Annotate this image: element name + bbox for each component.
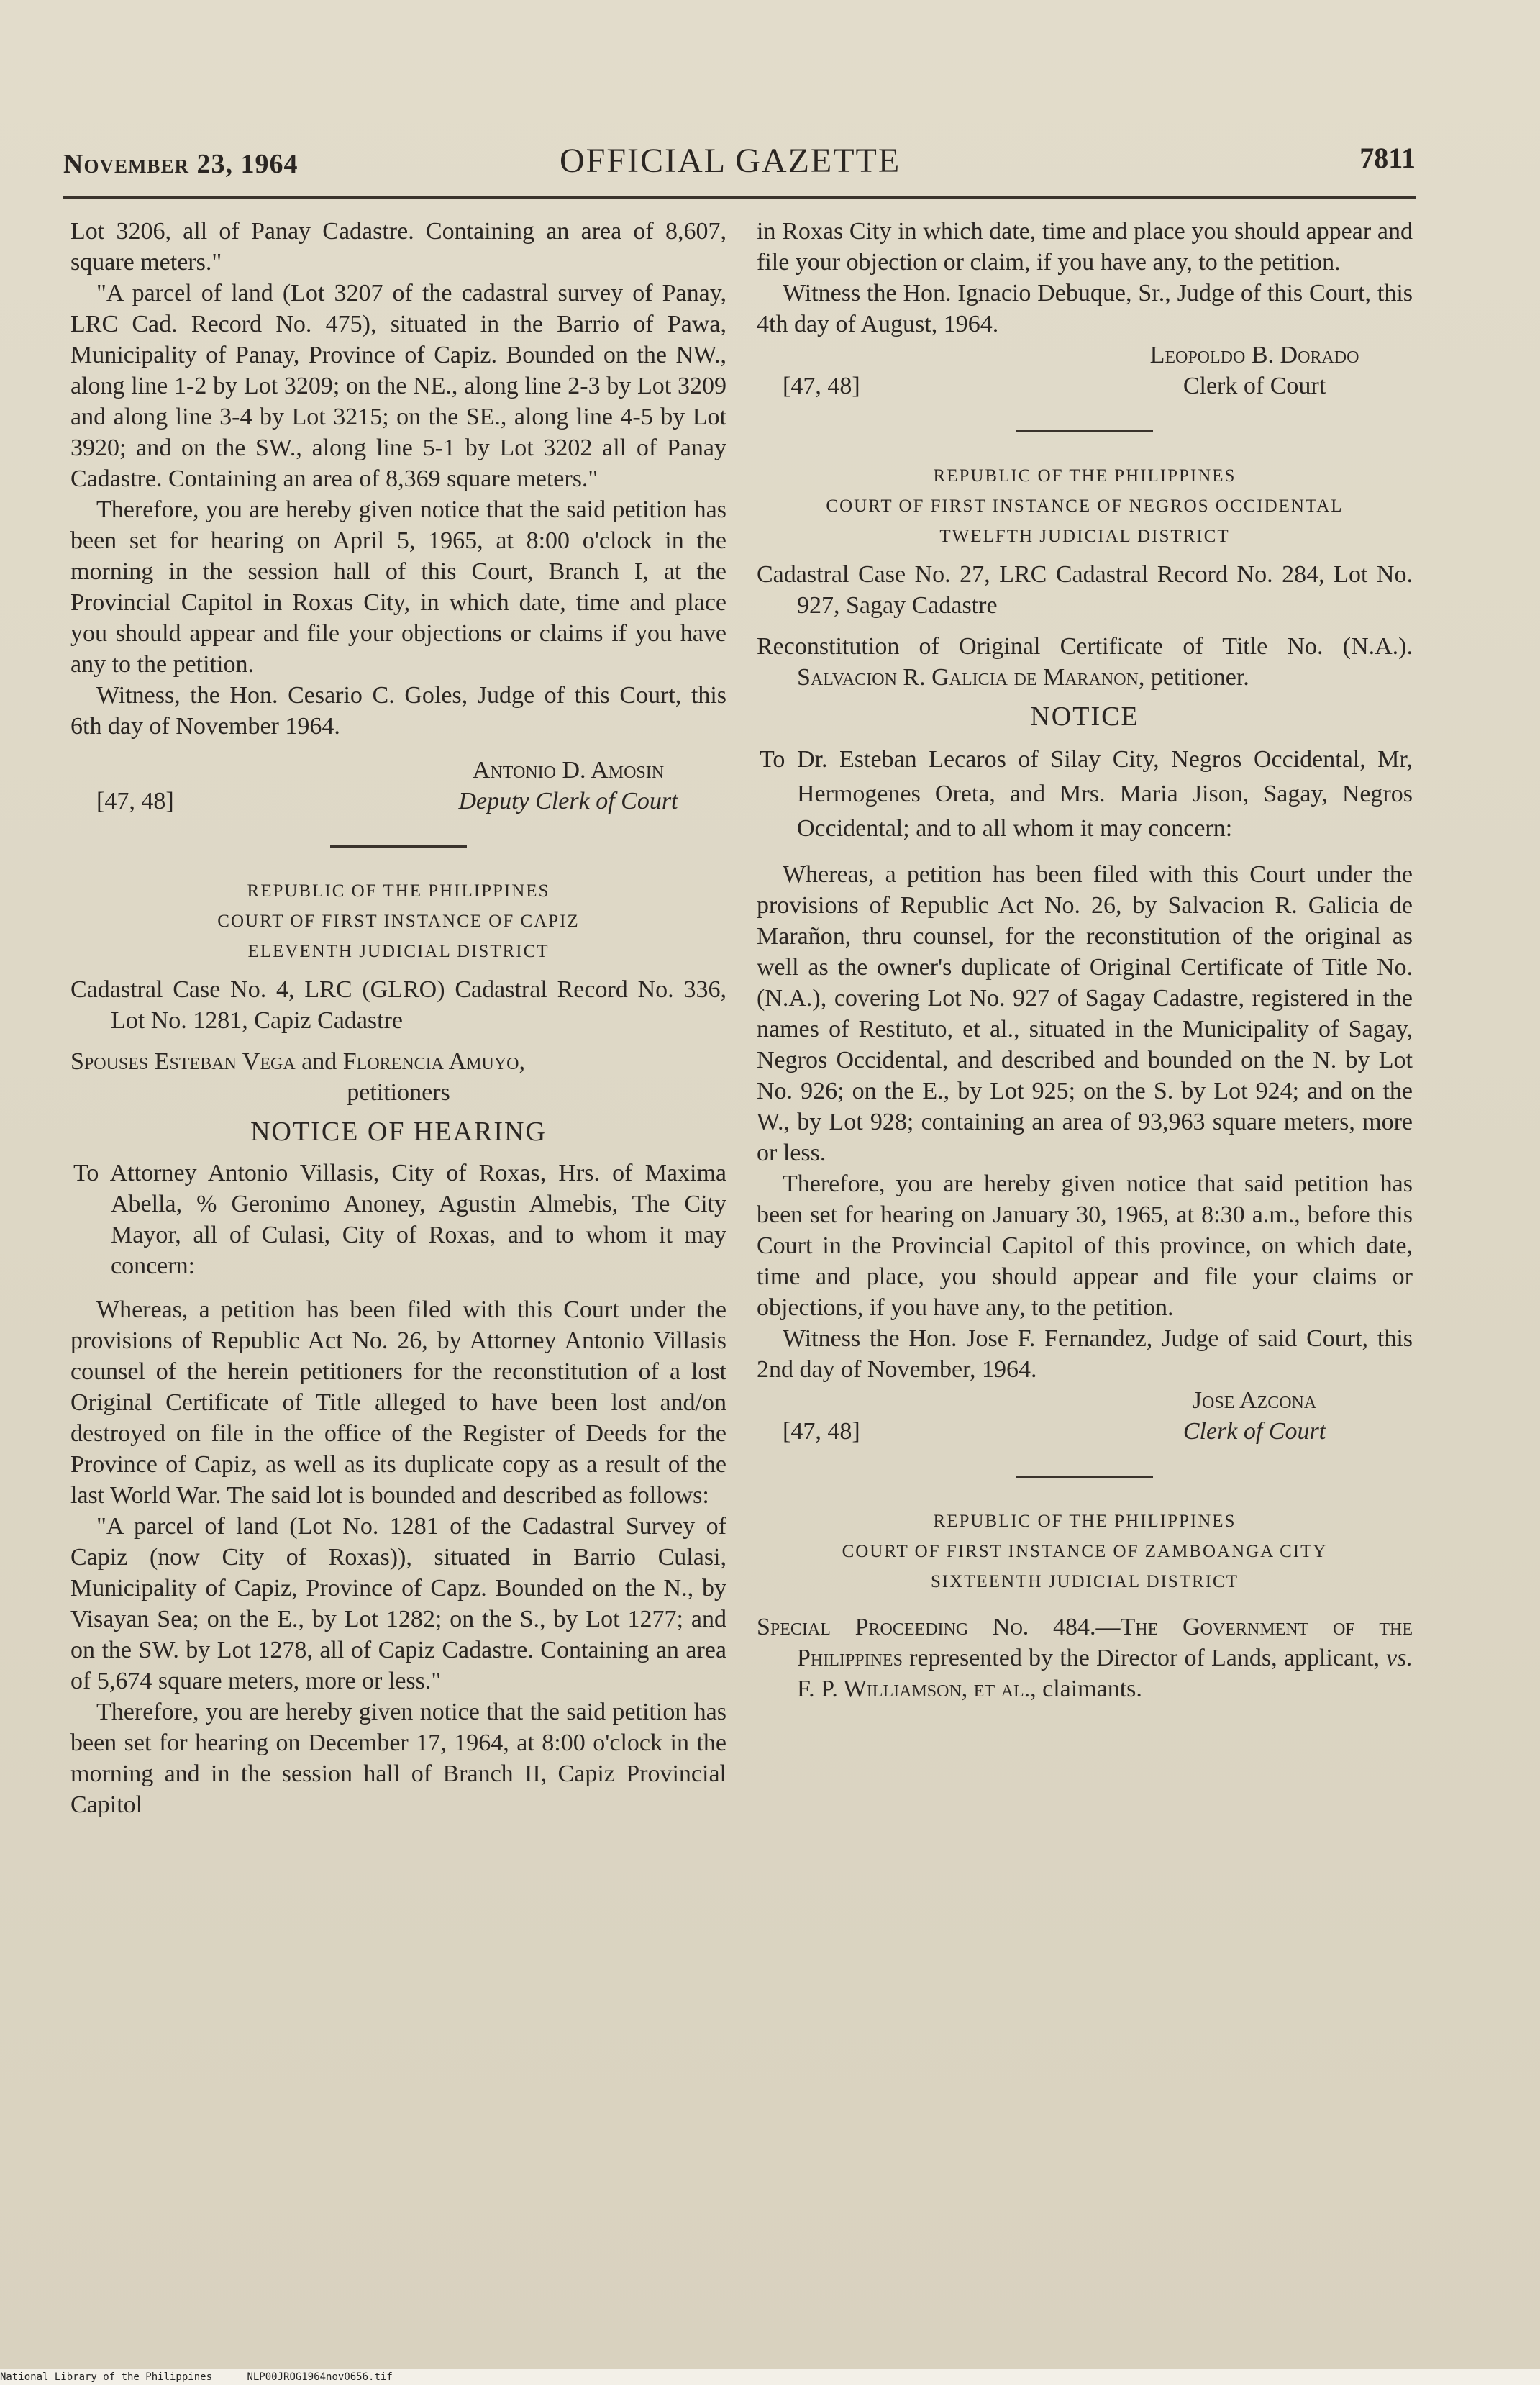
left-paragraph-7: Therefore, you are hereby given notice that the said petition has been set for hearing on December 17, 1964, at 8:00 o'clock in the morning and in the session hall of Branch II, Capiz Provincial Capitol bbox=[70, 1699, 726, 1818]
header-date: November 23, 1964 bbox=[63, 149, 299, 179]
court-name: COURT OF FIRST INSTANCE OF NEGROS OCCIDENTAL bbox=[826, 496, 1344, 516]
petitioner-role: petitioner. bbox=[1150, 664, 1249, 691]
signature-ref: [47, 48] bbox=[783, 373, 860, 399]
signature-ref: [47, 48] bbox=[783, 1418, 860, 1445]
section-divider bbox=[1016, 430, 1153, 432]
right-column bbox=[757, 216, 1413, 1704]
header-title: OFFICIAL GAZETTE bbox=[560, 142, 901, 180]
notice-heading: NOTICE bbox=[1030, 701, 1139, 732]
footer-filename: NLP00JROG1964nov0656.tif bbox=[247, 2371, 393, 2383]
court-heading bbox=[757, 461, 1413, 552]
right-paragraph-4: Therefore, you are hereby given notice that said petition has been set for hearing on January 30, 1965, at 8:30 a.m., before this Court in the Provincial Capitol of this province, on which date, time and place, you should appear and file your claims or objections, if you have any, to the petition. bbox=[757, 1171, 1413, 1321]
case-title: Cadastral Case No. 27, LRC Cadastral Record No. 284, Lot No. 927, Sagay Cadastre bbox=[757, 561, 1413, 619]
signature-ref: [47, 48] bbox=[96, 788, 174, 814]
court-republic: REPUBLIC OF THE PHILIPPINES bbox=[933, 1512, 1236, 1531]
addressee: To Attorney Antonio Villasis, City of Roxas, Hrs. of Maxima Abella, % Geronimo Anoney, Agustin Almebis, The City Mayor, all of Culasi, City of Roxas, and to whom it may concern: bbox=[73, 1160, 726, 1279]
header-rule bbox=[63, 196, 1416, 199]
right-paragraph-5: Witness the Hon. Jose F. Fernandez, Judge of said Court, this 2nd day of November, 1964. bbox=[757, 1325, 1413, 1383]
reconstitution-line bbox=[757, 631, 1413, 693]
case-title: Cadastral Case No. 4, LRC (GLRO) Cadastral Record No. 336, Lot No. 1281, Capiz Cadastre bbox=[70, 976, 726, 1034]
left-column bbox=[70, 216, 726, 1820]
signatory-title: Clerk of Court bbox=[1183, 1418, 1326, 1445]
court-district: ELEVENTH JUDICIAL DISTRICT bbox=[247, 942, 550, 961]
court-name: COURT OF FIRST INSTANCE OF ZAMBOANGA CITY bbox=[842, 1542, 1328, 1561]
section-divider bbox=[330, 845, 467, 848]
signatory-name: Jose Azcona bbox=[1192, 1387, 1317, 1414]
court-republic: REPUBLIC OF THE PHILIPPINES bbox=[247, 881, 550, 901]
signatory-name: Antonio D. Amosin bbox=[472, 757, 665, 783]
signatory-title: Clerk of Court bbox=[1183, 373, 1326, 399]
party-b: Florencia Amuyo, bbox=[342, 1048, 525, 1075]
proceeding-role: claimants. bbox=[1036, 1676, 1142, 1702]
proceeding-vs: vs. bbox=[1386, 1645, 1413, 1671]
section-divider bbox=[1016, 1476, 1153, 1478]
addressee: To Dr. Esteban Lecaros of Silay City, Negros Occidental, Mr, Hermogenes Oreta, and Mrs. Maria Jison, Sagay, Negros Occidental; and to all whom it may concern: bbox=[760, 746, 1413, 842]
page-number: 7811 bbox=[1359, 142, 1416, 174]
right-paragraph-2: Witness the Hon. Ignacio Debuque, Sr., Judge of this Court, this 4th day of August, 1964. bbox=[757, 280, 1413, 337]
proceeding-text: represented by the Director of Lands, applicant, bbox=[902, 1645, 1387, 1671]
right-paragraph-3: Whereas, a petition has been filed with this Court under the provisions of Republic Act No. 26, by Salvacion R. Galicia de Marañon, thru counsel, for the reconstitution of the original as well as the owner's duplicate of Original Certificate of Title No. (N.A.), covering Lot No. 927 of Sagay Cadastre, registered in the names of Restituto, et al., situated in the Municipality of Sagay, Negros Occidental, and described and bounded on the N. by Lot No. 926; on the E., by Lot 925; on the S. by Lot 924; and on the W., by Lot 928; containing an area of 93,963 square meters, more or less. bbox=[757, 861, 1413, 1166]
recon-text: Reconstitution of Original Certificate of Title No. (N.A.). bbox=[757, 633, 1413, 660]
signature-block-2 bbox=[757, 340, 1413, 401]
left-paragraph-6: "A parcel of land (Lot No. 1281 of the Cadastral Survey of Capiz (now City of Roxas)), situated in Barrio Culasi, Municipality of Capiz, Province of Capz. Bounded on the N., by Visayan Sea; on the E., by Lot 1282; on the S., by Lot 1277; and on the SW. by Lot 1278, all of Capiz Cadastre. Containing an area of 5,674 square meters, more or less." bbox=[70, 1513, 726, 1694]
signatory-title: Deputy Clerk of Court bbox=[458, 788, 678, 814]
signature-block-3 bbox=[757, 1385, 1413, 1447]
left-paragraph-4: Witness, the Hon. Cesario C. Goles, Judge of this Court, this 6th day of November 1964. bbox=[70, 682, 726, 740]
left-paragraph-3: Therefore, you are hereby given notice that the said petition has been set for hearing on April 5, 1965, at 8:00 o'clock in the morning in the session hall of this Court, Branch I, at the Provincial Capitol in Roxas City, in which date, time and place you should appear and file your objections or claims if you have any to the petition. bbox=[70, 496, 726, 678]
notice-heading: NOTICE OF HEARING bbox=[250, 1117, 547, 1147]
left-paragraph-2: "A parcel of land (Lot 3207 of the cadastral survey of Panay, LRC Cad. Record No. 475), situated in the Barrio of Pawa, Municipality of Panay, Province of Capiz. Bounded on the NW., along line 1-2 by Lot 3209; on the NE., along line 2-3 by Lot 3209 and along line 3-4 by Lot 3215; on the SE., along line 4-5 by Lot 3920; and on the SW., along line 5-1 by Lot 3202 all of Panay Cadastre. Containing an area of 8,369 square meters." bbox=[70, 280, 726, 492]
court-republic: REPUBLIC OF THE PHILIPPINES bbox=[933, 466, 1236, 486]
court-district: TWELFTH JUDICIAL DISTRICT bbox=[939, 527, 1230, 546]
proceeding-title: Special Proceeding No. 484.—The Government of the Philippines bbox=[757, 1614, 1413, 1671]
signatory-name: Leopoldo B. Dorado bbox=[1149, 342, 1359, 368]
court-district: SIXTEENTH JUDICIAL DISTRICT bbox=[930, 1572, 1239, 1591]
proceeding-defendant: F. P. Williamson, et al., bbox=[797, 1676, 1036, 1702]
right-paragraph-1: in Roxas City in which date, time and place you should appear and file your objection or claim, if you have any, to the petition. bbox=[757, 218, 1413, 276]
signature-block-1 bbox=[70, 755, 726, 817]
court-name: COURT OF FIRST INSTANCE OF CAPIZ bbox=[217, 912, 580, 931]
page-header bbox=[63, 141, 1416, 191]
party-and: and bbox=[295, 1048, 343, 1075]
court-heading bbox=[757, 1507, 1413, 1597]
parties bbox=[70, 1046, 726, 1077]
footer-library: National Library of the Philippines bbox=[0, 2371, 213, 2383]
left-paragraph-5: Whereas, a petition has been filed with this Court under the provisions of Republic Act No. 26, by Attorney Antonio Villasis counsel of the herein petitioners for the reconstitution of a lost Original Certificate of Title alleged to have been lost and/on destroyed on file in the office of the Register of Deeds for the Province of Capiz, as well as its duplicate copy as a result of the last World War. The said lot is bounded and described as follows: bbox=[70, 1296, 726, 1509]
special-proceeding bbox=[757, 1612, 1413, 1704]
petitioner-name: Salvacion R. Galicia de Maranon, bbox=[797, 664, 1145, 691]
parties-role: petitioners bbox=[347, 1079, 450, 1106]
party-a: Spouses Esteban Vega bbox=[70, 1048, 296, 1075]
left-paragraph-1: Lot 3206, all of Panay Cadastre. Containing an area of 8,607, square meters." bbox=[70, 218, 726, 276]
court-heading bbox=[70, 876, 726, 967]
scan-footer bbox=[0, 2369, 1540, 2385]
